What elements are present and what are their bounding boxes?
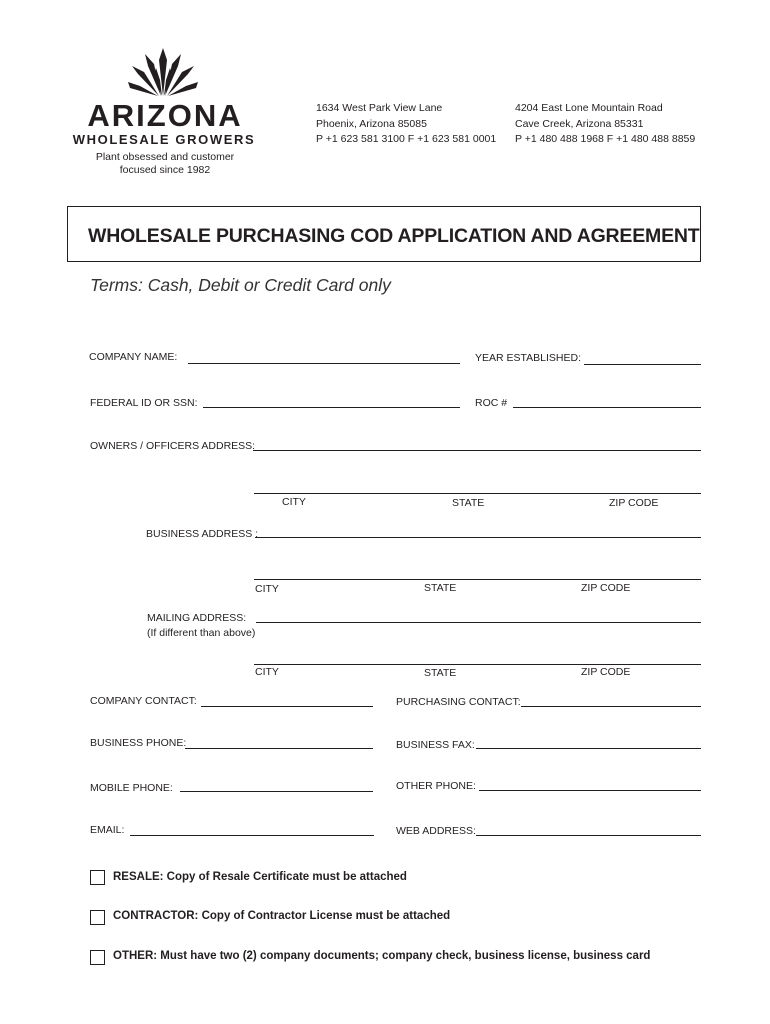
mailing-address-label: MAILING ADDRESS: [147,612,247,624]
location-phones: P +1 623 581 3100 F +1 623 581 0001 [316,133,497,145]
form-title: WHOLESALE PURCHASING COD APPLICATION AND AGREEMENT [88,225,700,247]
web-address-field[interactable] [476,835,701,836]
other-checkbox-label: OTHER: Must have two (2) company documents; company check, business license, business card [113,950,651,962]
location-city: Cave Creek, Arizona 85331 [515,117,644,130]
owners-address-field[interactable] [253,450,701,451]
tagline-line-2: focused since 1982 [119,164,211,176]
roc-field[interactable] [513,407,701,408]
roc-label: ROC # [475,397,508,409]
owners-state-label: STATE [452,497,485,509]
company-name-field[interactable] [188,363,460,364]
brand-subtitle: WHOLESALE GROWERS [72,132,256,147]
web-address-label: WEB ADDRESS: [396,825,476,837]
mobile-phone-field[interactable] [180,791,373,792]
company-contact-field[interactable] [201,706,373,707]
mobile-phone-label: MOBILE PHONE: [90,782,173,794]
business-city-label: CITY [255,583,279,595]
year-established-field[interactable] [584,364,701,365]
mailing-city-label: CITY [255,666,279,678]
other-checkbox[interactable] [90,950,105,965]
tagline [80,151,250,177]
company-name-label: COMPANY NAME: [89,351,178,363]
owners-city-label: CITY [282,496,306,508]
mailing-address-line-2[interactable] [254,664,701,665]
business-state-label: STATE [424,582,457,594]
business-phone-field[interactable] [185,748,373,749]
resale-checkbox-label: RESALE: Copy of Resale Certificate must be attached [113,871,407,883]
other-phone-label: OTHER PHONE: [396,780,476,792]
year-established-label: YEAR ESTABLISHED: [475,352,582,364]
resale-checkbox[interactable] [90,870,105,885]
mailing-zip-label: ZIP CODE [581,666,631,678]
payment-terms: Terms: Cash, Debit or Credit Card only [90,275,391,295]
business-fax-label: BUSINESS FAX: [396,739,475,751]
location-phoenix [316,101,496,148]
company-contact-label: COMPANY CONTACT: [90,695,197,707]
contractor-checkbox-label: CONTRACTOR: Copy of Contractor License must be attached [113,910,451,922]
location-city: Phoenix, Arizona 85085 [316,117,427,130]
purchasing-contact-label: PURCHASING CONTACT: [396,696,521,708]
business-phone-label: BUSINESS PHONE: [90,737,187,749]
federal-id-label: FEDERAL ID OR SSN: [90,397,198,409]
location-street: 4204 East Lone Mountain Road [515,102,663,114]
contractor-checkbox[interactable] [90,910,105,925]
email-field[interactable] [130,835,374,836]
brand-name: ARIZONA [87,98,243,133]
business-address-field[interactable] [255,537,701,538]
email-label: EMAIL: [90,824,125,836]
business-zip-label: ZIP CODE [581,582,631,594]
mailing-address-field[interactable] [256,622,701,623]
mailing-state-label: STATE [424,667,457,679]
owners-address-line-2[interactable] [254,493,701,494]
location-phones: P +1 480 488 1968 F +1 480 488 8859 [515,133,696,145]
location-street: 1634 West Park View Lane [316,102,443,114]
agave-plant-icon [128,46,198,98]
owners-zip-label: ZIP CODE [609,497,659,509]
business-address-label: BUSINESS ADDRESS : [146,528,259,540]
business-fax-field[interactable] [476,748,701,749]
federal-id-field[interactable] [203,407,460,408]
business-address-line-2[interactable] [254,579,701,580]
purchasing-contact-field[interactable] [521,706,701,707]
owners-address-label: OWNERS / OFFICERS ADDRESS: [90,440,256,452]
mailing-address-note: (If different than above) [147,627,256,639]
other-phone-field[interactable] [479,790,701,791]
tagline-line-1: Plant obsessed and customer [95,151,235,163]
location-cave-creek [515,101,695,148]
